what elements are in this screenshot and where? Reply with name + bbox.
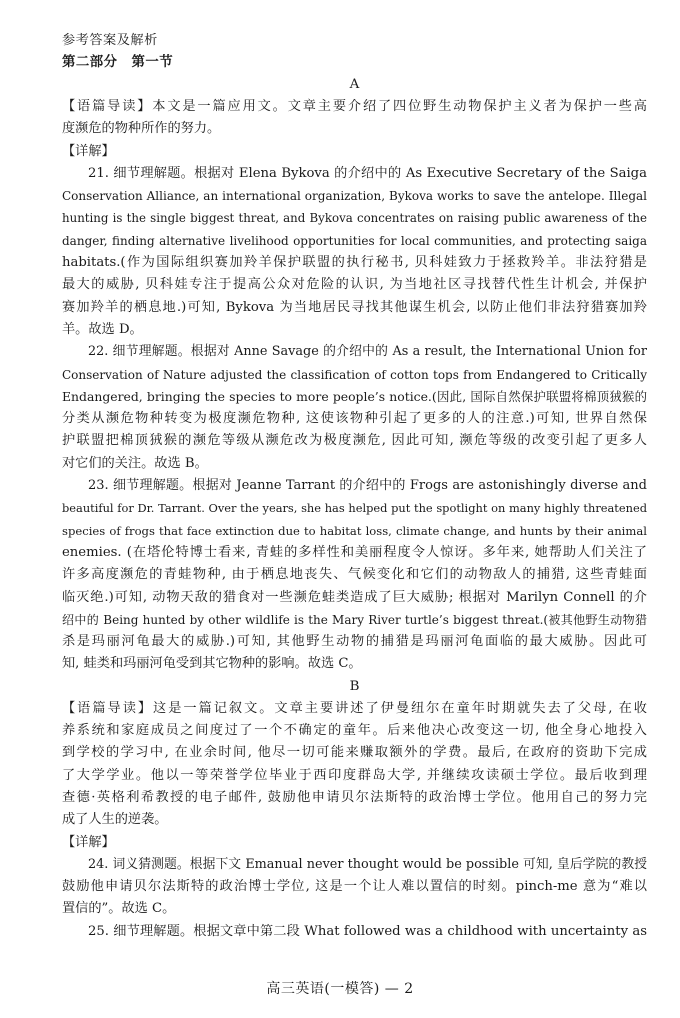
answer-document [62, 30, 647, 943]
text-line: hunting is the single biggest threat, and Bykova concentrates on raising public awareness of the [62, 211, 647, 226]
text-line: 度濒危的物种所作的努力。 [62, 121, 221, 137]
text-line: 【详解】 [62, 834, 115, 850]
text-line: habitats.(作为国际组织赛加羚羊保护联盟的执行秘书, 贝科娃致力于拯救羚羊。非法狩猎是 [62, 255, 647, 271]
text-line: 到学校的学习中, 在业余时间, 他尽一切可能来赚取额外的学费。最后, 在政府的资助下完成 [62, 745, 647, 761]
section-heading: 第二部分 第一节 [62, 55, 174, 70]
text-line: 知, 蛙类和玛丽河龟受到其它物种的影响。故选 C。 [62, 656, 362, 672]
text-line: Endangered, bringing the species to more people’s notice.(因此, 国际自然保护联盟将棉顶狨猴的 [62, 388, 647, 404]
text-line: Conservation of Nature adjusted the classification of cotton tops from Endangered to Critically [62, 367, 647, 382]
passage-a-body [62, 96, 647, 676]
text-line: 绍中的 Being hunted by other wildlife is the Mary River turtle’s biggest threat.(被其他野生动物猎 [62, 612, 647, 627]
page-footer: 高三英语(一模答) — 2 [266, 981, 414, 997]
passage-b-body [62, 698, 647, 943]
text-line: 护联盟把棉顶狨猴的濒危等级从濒危改为极度濒危, 因此可知, 濒危等级的改变引起了更多人 [62, 433, 647, 449]
text-line: 杀是玛丽河龟最大的威胁.)可知, 其他野生动物的捕猎是玛丽河龟面临的最大威胁。因此可 [62, 634, 647, 650]
text-line: 了大学学业。他以一等荣誉学位毕业于西印度群岛大学, 并继续攻读硕士学位。最后收到理 [62, 767, 647, 783]
text-line: 【语篇导读】本文是一篇应用文。文章主要介绍了四位野生动物保护主义者为保护一些高 [62, 99, 647, 114]
text-line: 【详解】 [62, 143, 115, 159]
text-line: 23. 细节理解题。根据对 Jeanne Tarrant 的介绍中的 Frogs are astonishingly diverse and [88, 478, 647, 494]
text-line: 25. 细节理解题。根据文章中第二段 What followed was a childhood with uncertainty as [88, 923, 647, 939]
text-line: 许多高度濒危的青蛙物种, 由于栖息地丧失、气候变化和它们的动物敌人的捕猎, 这些青蛙面 [62, 567, 647, 583]
text-line: 22. 细节理解题。根据对 Anne Savage 的介绍中的 As a result, the International Union for [88, 344, 647, 360]
passage-b-letter: B [349, 678, 360, 694]
text-line: 临灭绝.)可知, 动物天敌的猎食对一些濒危蛙类造成了巨大威胁; 根据对 Marilyn Connell 的介 [62, 589, 647, 605]
text-line: 赛加羚羊的栖息地.)可知, Bykova 为当地居民寻找其他谋生机会, 以防止他们非法狩猎赛加羚 [62, 299, 647, 315]
text-line: Conservation Alliance, an international organization, Bykova works to save the antelope. Illegal [62, 189, 647, 204]
text-line: 分类从濒危物种转变为极度濒危物种, 这使该物种引起了更多的人的注意.)可知, 世界自然保 [62, 411, 647, 427]
text-line: 查德·英格利希教授的电子邮件, 鼓励他申请贝尔法斯特的政治博士学位。他用自己的努力完 [62, 789, 647, 805]
text-line: enemies. (在塔伦特博士看来, 青蛙的多样性和美丽程度令人惊讶。多年来, 她帮助人们关注了 [62, 544, 647, 560]
text-line: 置信的”。故选 C。 [62, 901, 176, 917]
text-line: 【语篇导读】这是一篇记叙文。文章主要讲述了伊曼纽尔在童年时期就失去了父母, 在收 [62, 700, 647, 716]
passage-a-letter: A [349, 77, 360, 92]
text-line: 成了人生的逆袭。 [62, 812, 168, 828]
text-line: 鼓励他申请贝尔法斯特的政治博士学位, 这是一个让人难以置信的时刻。pinch-me 意为“难以 [62, 879, 647, 895]
text-line: 最大的威胁, 贝科娃专注于提高公众对危险的认识, 为当地社区寻找替代性生计机会, 并保护 [62, 277, 647, 293]
text-line: 养系统和家庭成员之间度过了一个不确定的童年。后来他决心改变这一切, 他全身心地投入 [62, 723, 647, 739]
text-line: beautiful for Dr. Tarrant. Over the years, she has helped put the spotlight on many highly threatened [62, 501, 647, 516]
text-line: 对它们的关注。故选 B。 [62, 455, 208, 471]
text-line: species of frogs that face extinction due to habitat loss, climate change, and hunts by their animal [62, 523, 647, 538]
text-line: 羊。故选 D。 [62, 321, 143, 337]
text-line: danger, finding alternative livelihood opportunities for local communities, and protecting saiga [62, 233, 647, 248]
text-line: 24. 词义猜测题。根据下文 Emanual never thought would be possible 可知, 皇后学院的教授 [88, 856, 647, 872]
document-title: 参考答案及解析 [62, 33, 158, 48]
text-line: 21. 细节理解题。根据对 Elena Bykova 的介绍中的 As Executive Secretary of the Saiga [88, 165, 647, 181]
